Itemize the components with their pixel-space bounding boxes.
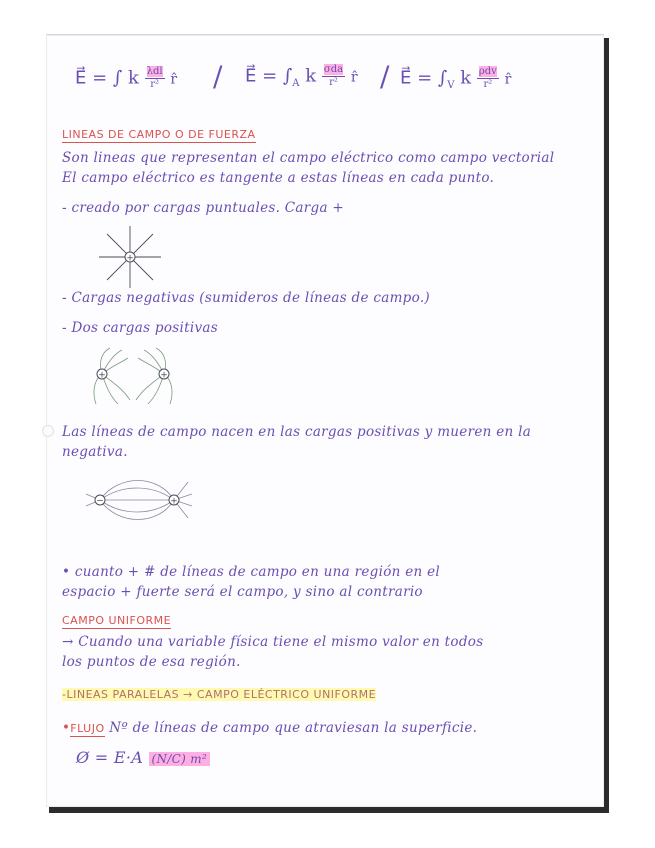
notes-body — [62, 0, 602, 848]
positive-charge-diagram — [95, 222, 165, 292]
section-title-uniform — [62, 614, 171, 627]
formula-2-subscript: A — [292, 78, 300, 90]
flux-definition — [62, 720, 477, 736]
bullet-dot-icon: • — [62, 564, 71, 580]
density-point-2: espacio + fuerte será el campo, y sino al contrario — [62, 584, 423, 600]
dipole-diagram — [82, 470, 197, 530]
formula-1-unit-vector: r̂ — [170, 71, 178, 88]
formula-1-numerator: λdl — [146, 66, 163, 77]
section-title-field-lines-text: LINEAS DE CAMPO O DE FUERZA — [62, 128, 256, 141]
formula-3-subscript: V — [447, 80, 455, 92]
two-positive-charges-diagram — [88, 344, 188, 410]
field-lines-birth-1: Las líneas de campo nacen en las cargas positivas y mueren en la — [62, 424, 532, 440]
formula-separator-1: / — [213, 60, 223, 93]
bullet-two-positive: - Dos cargas positivas — [62, 320, 218, 336]
section-title-field-lines — [62, 128, 256, 141]
parallel-lines-highlight: -LINEAS PARALELAS → CAMPO ELÉCTRICO UNIFORME — [62, 688, 377, 701]
formula-2-k: k — [305, 65, 317, 87]
formula-3-unit-vector: r̂ — [504, 71, 512, 88]
bullet-point-charges: - creado por cargas puntuales. Carga + — [62, 200, 344, 216]
uniform-definition-1: → Cuando una variable física tiene el mismo valor en todos — [62, 634, 484, 650]
flux-formula-lhs: Ø = E·A — [76, 748, 144, 767]
formula-2-numerator: σda — [323, 64, 344, 75]
flux-formula-units: (N/C) m² — [149, 752, 211, 766]
field-lines-birth-2: negativa. — [62, 444, 128, 460]
formula-3-numerator: ρdv — [478, 66, 497, 77]
formula-3-lhs: E⃗ = ∫ — [400, 67, 448, 89]
section-title-uniform-text: CAMPO UNIFORME — [62, 614, 172, 627]
left-positive-sign: + — [98, 370, 106, 381]
uniform-definition-2: los puntos de esa región. — [62, 654, 241, 670]
formula-3-k: k — [460, 67, 472, 89]
field-lines-definition-1: Son lineas que representan el campo eléctrico como campo vectorial — [62, 150, 555, 166]
formula-2-unit-vector: r̂ — [350, 69, 358, 86]
formula-separator-2: / — [380, 60, 390, 93]
formula-2-lhs: E⃗ = ∫ — [245, 65, 293, 87]
flux-text: Nº de líneas de campo que atraviesan la superficie. — [109, 720, 478, 736]
right-positive-sign: + — [160, 370, 168, 381]
field-lines-definition-2: El campo eléctrico es tangente a estas líneas en cada punto. — [62, 170, 495, 186]
density-point-1 — [62, 564, 440, 580]
punch-hole — [42, 425, 54, 437]
formula-1-denominator: r² — [150, 79, 159, 90]
dipole-negative-sign: − — [96, 496, 104, 507]
positive-charge-sign: + — [126, 253, 134, 264]
dipole-positive-sign: + — [170, 496, 178, 507]
density-point-1-text: cuanto + # de líneas de campo en una región en el — [74, 564, 441, 580]
parallel-lines-note — [62, 688, 376, 701]
formula-1-lhs: E⃗ = ∫ k — [75, 67, 139, 89]
formula-3-denominator: r² — [483, 79, 493, 90]
flux-label: FLUJO — [70, 722, 105, 735]
bullet-negative-charges: - Cargas negativas (sumideros de líneas de campo.) — [62, 290, 430, 306]
formula-2-denominator: r² — [329, 77, 338, 88]
flux-bullet-icon: • — [62, 720, 71, 736]
flux-formula — [76, 748, 210, 767]
